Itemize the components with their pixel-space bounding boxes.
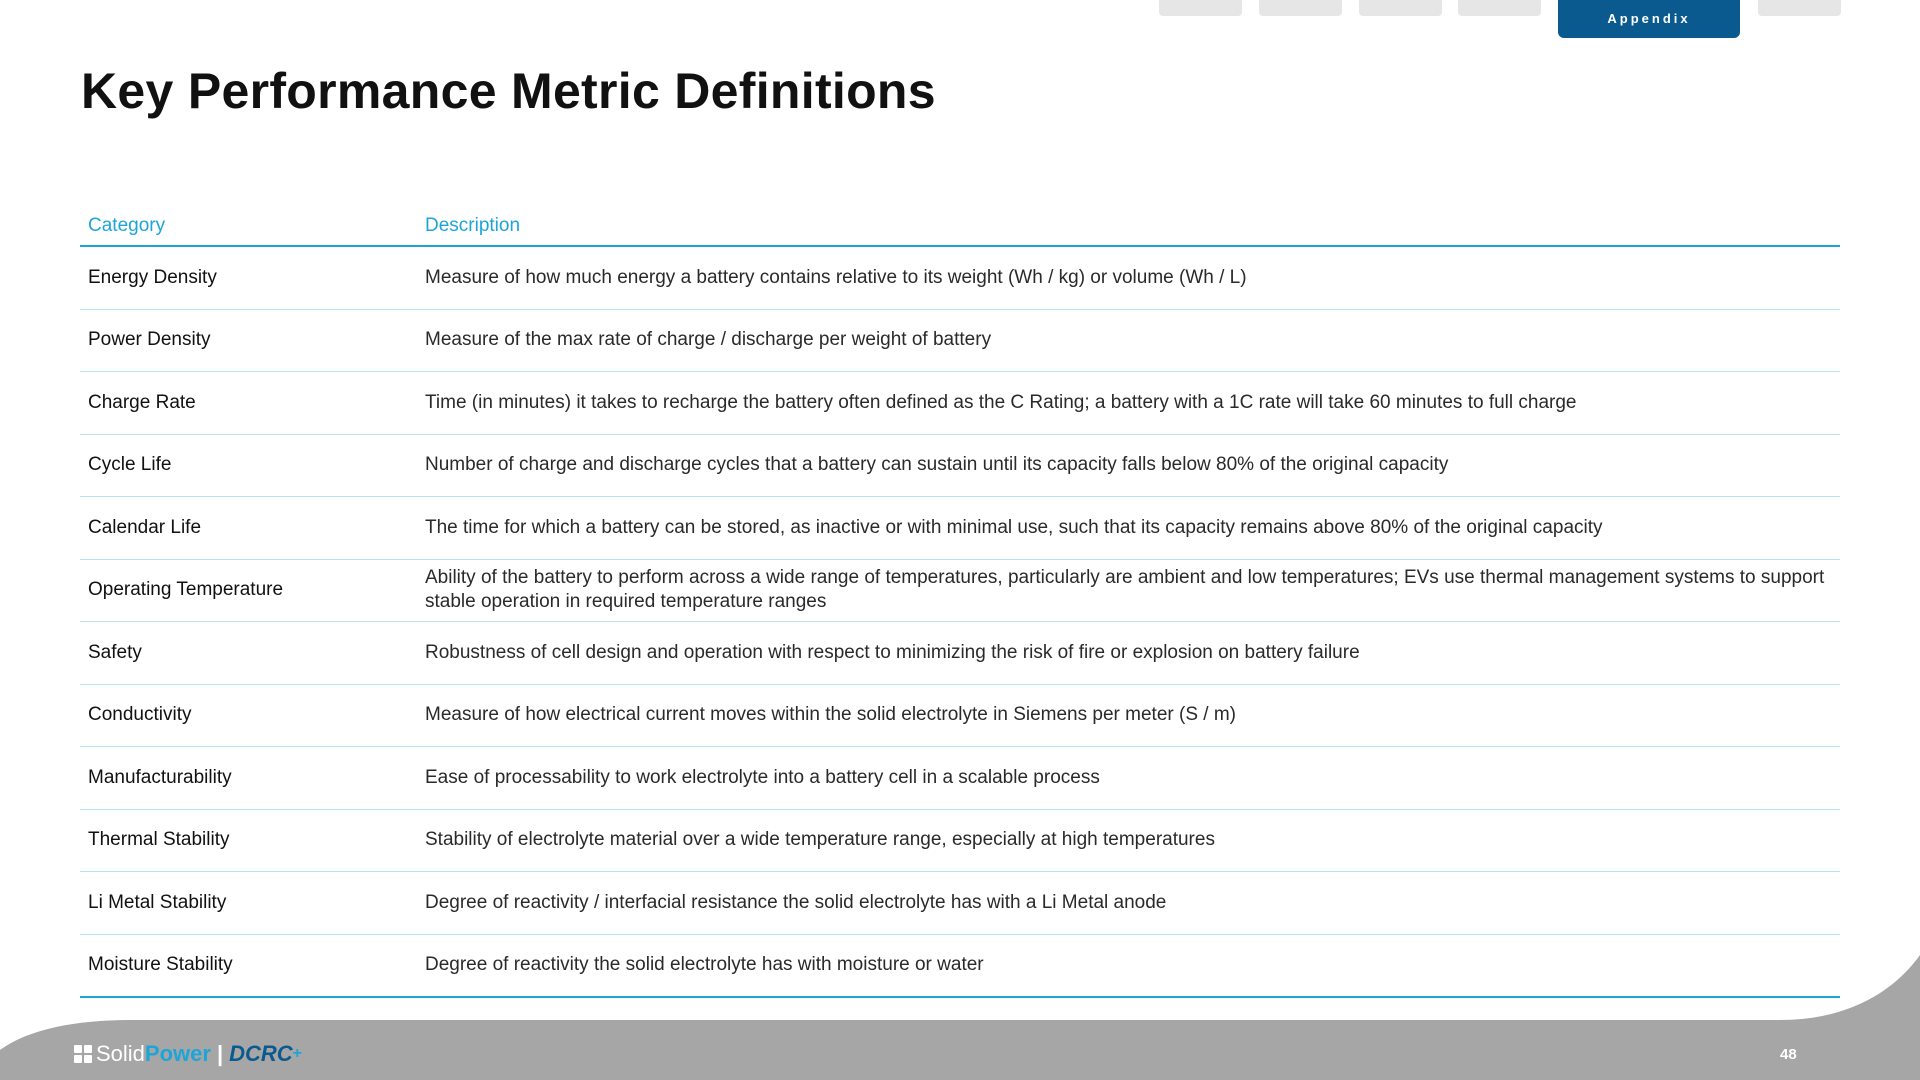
column-header-category: Category [88, 215, 166, 236]
category-cell: Manufacturability [88, 766, 232, 788]
page-title: Key Performance Metric Definitions [81, 63, 936, 119]
logo-separator: | [216, 1041, 224, 1066]
logo-plus-icon: + [292, 1045, 303, 1062]
category-cell: Safety [88, 641, 142, 663]
description-cell: Measure of the max rate of charge / discharge per weight of battery [425, 329, 992, 351]
description-cell: Measure of how much energy a battery contains relative to its weight (Wh / kg) or volume (Wh / L) [425, 266, 1247, 288]
column-header-description: Description [425, 215, 521, 236]
nav-tab-appendix[interactable]: Appendix [1558, 0, 1740, 38]
description-cell: Degree of reactivity / interfacial resistance the solid electrolyte has with a Li Metal anode [425, 891, 1167, 913]
logo-solid-text: Solid [96, 1041, 145, 1066]
description-cell: Measure of how electrical current moves within the solid electrolyte in Siemens per meter (S / m) [425, 704, 1236, 726]
category-cell: Calendar Life [88, 516, 202, 538]
logo-dcrc-text: DCRC [229, 1041, 293, 1066]
category-cell: Operating Temperature [88, 579, 284, 601]
logo-power-text: Power [144, 1041, 211, 1066]
category-cell: Moisture Stability [88, 954, 233, 976]
category-cell: Power Density [88, 329, 211, 351]
category-cell: Li Metal Stability [88, 891, 227, 913]
category-cell: Cycle Life [88, 454, 172, 476]
description-cell: Degree of reactivity the solid electrolyte has with moisture or water [425, 954, 984, 976]
category-cell: Energy Density [88, 266, 217, 288]
company-logo [74, 1040, 302, 1068]
category-cell: Conductivity [88, 704, 192, 726]
description-cell: The time for which a battery can be stored, as inactive or with minimal use, such that its capacity remains above 80% of the original capacity [425, 516, 1603, 538]
solid-power-mark-icon [74, 1045, 92, 1063]
description-cell: Stability of electrolyte material over a wide temperature range, especially at high temperatures [425, 829, 1215, 851]
description-cell: Time (in minutes) it takes to recharge the battery often defined as the C Rating; a battery with a 1C rate will take 60 minutes to full charge [425, 391, 1577, 413]
description-cell: Ability of the battery to perform across a wide range of temperatures, particularly are ambient and low temperatures; EVs use thermal management systems to support stable operation in required temperature ranges [425, 567, 1825, 613]
page-number: 48 [1780, 1046, 1797, 1063]
description-cell: Ease of processability to work electrolyte into a battery cell in a scalable process [425, 766, 1100, 788]
category-cell: Charge Rate [88, 391, 196, 413]
description-cell: Robustness of cell design and operation with respect to minimizing the risk of fire or explosion on battery failure [425, 641, 1360, 663]
description-cell: Number of charge and discharge cycles that a battery can sustain until its capacity falls below 80% of the original capacity [425, 454, 1449, 476]
category-cell: Thermal Stability [88, 829, 230, 851]
